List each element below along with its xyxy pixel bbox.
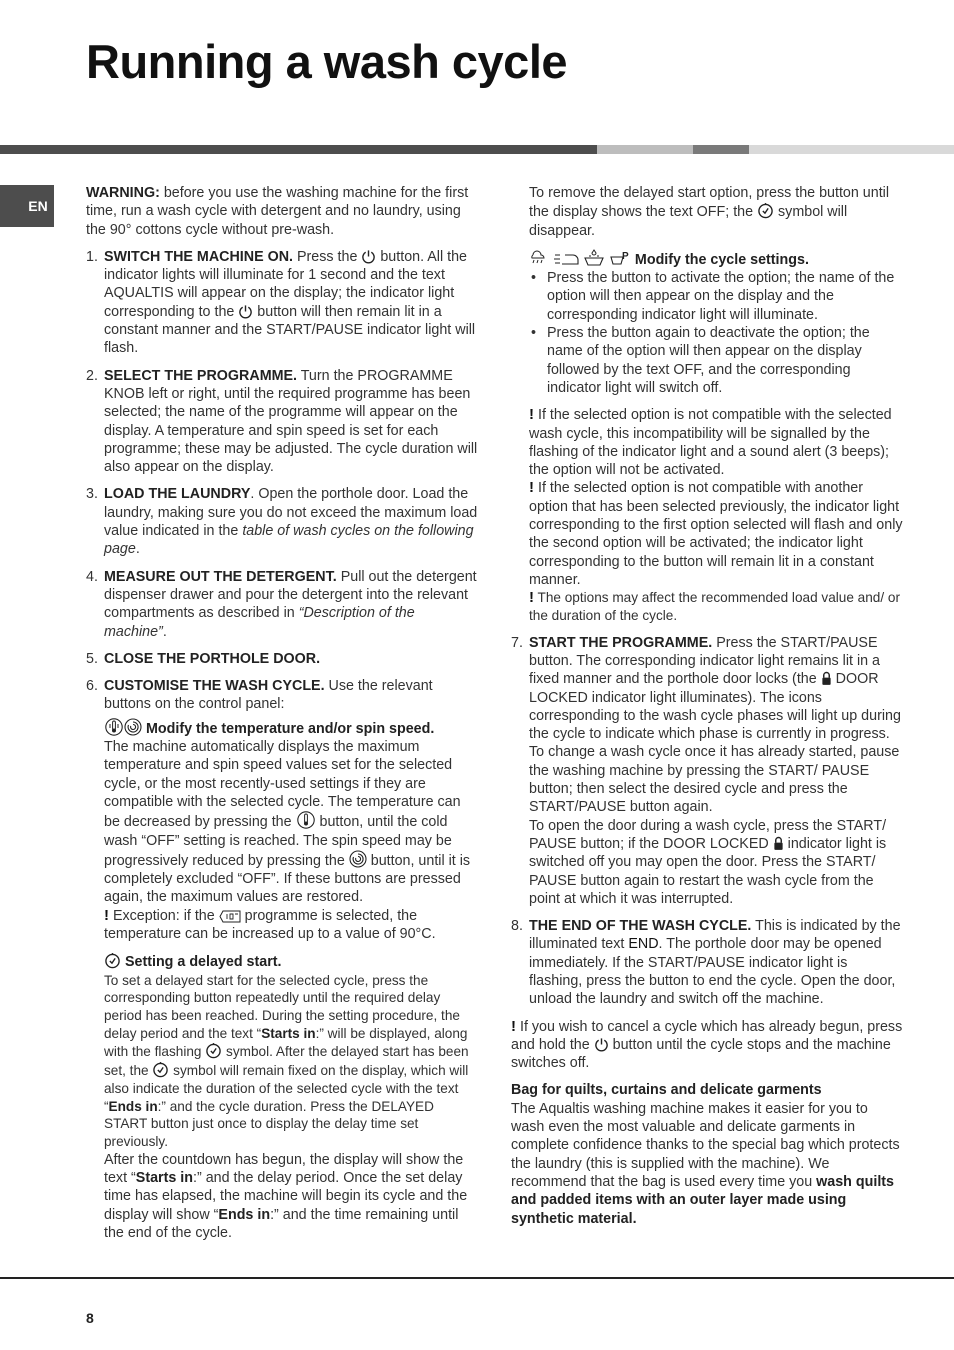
- step-3: 3. LOAD THE LAUNDRY. Open the porthole door. Load the laundry, making sure you do not exceed the maximum load value indicated in the table of wash cycles on the following page.: [86, 486, 478, 558]
- delay-clock-icon: [205, 1042, 222, 1059]
- option-note-1: ! If the selected option is not compatible with the selected wash cycle, this incompatibility will be signalled by the flashing of the indicator light and a sound alert (3 beeps); the option will not be activated.: [529, 406, 892, 479]
- left-column: [86, 184, 478, 1251]
- thermometer-icon: [296, 811, 316, 829]
- page-title: Running a wash cycle: [86, 35, 568, 88]
- option-note-2: ! If the selected option is not compatible with another option that has been selected previously, the indicator light corresponding to the first option selected will flash and only the second option will be activated; the indicator light corresponding to the button will remain lit in a constant manner.: [529, 479, 903, 588]
- option-bullet-2: • Press the button again to deactivate the option; the name of the option will then appear on the display followed by the text OFF, and the corresponding indicator light will switch off.: [531, 325, 870, 396]
- language-tab: EN: [0, 185, 54, 227]
- step-6: 6. CUSTOMISE THE WASH CYCLE. Use the relevant buttons on the control panel: Modify the temperature and/or spin speed. The machine automatically displays the maximum temperature and spin speed values set for the selected cycle, or the most recently-used settings if they are compatible with the selected cycle. The temperature can be decreased by pressing the button, until the cold wash “OFF” setting is reached. The spin speed may be progressively reduced by pressing the button, until it is completely excluded “OFF”. If these buttons are pressed again, the maximum values are restored. ! Exception: if the programme is selected, the temperature can be increased up to a value of 90°C. Setting a delayed start. To set a delayed start for the selected cycle, press the corresponding button repeatedly until the required delay period has been reached. During the setting procedure, the delay period and the text “Starts in:” will be displayed, along with the flashing symbol. After the delayed start has been set, the symbol will remain fixed on the display, which will also indicate the duration of the selected cycle with the text “Ends in:” and the cycle duration. Press the DELAYED START button just once to display the delay time set previously. After the countdown has begun, the display will show the text “Starts in:” and the delay period. Once the set delay time has elapsed, the machine will begin its cycle and the display will show “Ends in:” and the time remaining until the end of the cycle.: [86, 677, 478, 1242]
- bag-heading: Bag for quilts, curtains and delicate garments: [511, 1082, 822, 1099]
- page-number: 8: [86, 1310, 94, 1326]
- step-2: 2. SELECT THE PROGRAMME. Turn the PROGRAMME KNOB left or right, until the required programme has been selected; the name of the programme will appear on the display. A temperature and spin speed is set for each programme; these may be adjusted. The cycle duration will also appear on the display.: [86, 367, 478, 476]
- delayed-start-text-2: After the countdown has begun, the display will show the text “Starts in:” and the delay period. Once the set delay time has elapsed, the machine will begin its cycle and the display will show “Ends in:” and the time remaining until the end of the cycle.: [104, 1151, 468, 1241]
- p-option-icon: [609, 249, 631, 267]
- cancel-note: ! If you wish to cancel a cycle which has already begun, press and hold the button until the cycle stops and the machine switches off.: [511, 1017, 903, 1072]
- thermometer-icon: [104, 718, 124, 736]
- delay-clock-icon: [152, 1061, 169, 1078]
- temperature-spin-heading: Modify the temperature and/or spin speed.: [104, 718, 478, 738]
- options-heading: P Modify the cycle settings.: [529, 249, 903, 269]
- delayed-start-text: To set a delayed start for the selected cycle, press the corresponding button repeatedly until the required delay period has been reached. During the setting procedure, the delay period and the text “Starts in:” will be displayed, along with the flashing symbol. After the delayed start has been set, the symbol will remain fixed on the display, which will also indicate the duration of the selected cycle with the text “Ends in:” and the cycle duration. Press the DELAYED START button just once to display the delay time set previously.: [104, 972, 469, 1149]
- step-8: 8. THE END OF THE WASH CYCLE. This is indicated by the illuminated text END. The porthole door may be opened immediately. If the START/PAUSE indicator light is flashing, press the button to end the cycle. Open the door, unload the laundry and switch off the machine.: [511, 918, 901, 1008]
- right-column: [511, 184, 903, 1228]
- delay-clock-icon: [757, 202, 774, 219]
- header-band-dark: [0, 145, 597, 154]
- header-band-mid: [693, 145, 749, 154]
- iron-icon: [553, 251, 579, 267]
- exception-note: ! Exception: if the programme is selected, the temperature can be increased up to a value of 90°C.: [104, 906, 436, 942]
- step-7: 7. START THE PROGRAMME. Press the START/PAUSE button. The corresponding indicator light remains lit in a fixed manner and the porthole door locks (the DOOR LOCKED indicator light illuminates). The icons corresponding to the wash cycle phases will light up during the cycle to indicate which phase is currently in progress. To change a wash cycle once it has already started, pause the washing machine by pressing the START/ PAUSE button; then select the desired cycle and press the START/PAUSE button again. To open the door during a wash cycle, press the START/ PAUSE button; if the DOOR LOCKED indicator light is switched off you may open the door. Press the START/ PAUSE button again to restart the wash cycle from the point at which it was interrupted.: [511, 634, 903, 908]
- spin-icon: [124, 718, 142, 736]
- warning-label: WARNING:: [86, 185, 160, 201]
- delayed-start-heading: Setting a delayed start.: [104, 952, 478, 971]
- temperature-spin-text: The machine automatically displays the maximum temperature and spin speed values set for the selected cycle, or the most recently-used settings if they are compatible with the selected cycle. The temperature can be decreased by pressing the button, until the cold wash “OFF” setting is reached. The spin speed may be progressively reduced by pressing the button, until it is completely excluded “OFF”. If these buttons are pressed again, the maximum values are restored.: [104, 739, 471, 906]
- power-icon: [361, 249, 376, 264]
- warning-paragraph: WARNING: before you use the washing machine for the first time, run a wash cycle with detergent and no laundry, using the 90° cottons cycle without pre-wash.: [86, 185, 469, 238]
- power-icon: [594, 1037, 609, 1052]
- 60c-cotton-icon: [219, 910, 241, 923]
- step-4: 4. MEASURE OUT THE DETERGENT. Pull out the detergent dispenser drawer and pour the detergent into the relevant compartments as described in “Description of the machine”.: [86, 568, 477, 640]
- power-icon: [238, 304, 253, 319]
- prewash-icon: [529, 249, 549, 267]
- lock-icon: [821, 671, 832, 686]
- change-cycle-text: To change a wash cycle once it has already started, pause the washing machine by pressing the START/ PAUSE button; then select the desired cycle and press the START/PAUSE button again.: [529, 744, 900, 816]
- header-band-light: [597, 145, 693, 154]
- step-1: 1. SWITCH THE MACHINE ON. Press the button. All the indicator lights will illuminate for 1 second and the text AQUALTIS will appear on the display; the indicator light corresponding to the button will then remain lit in a constant manner and the START/PAUSE indicator light will flash.: [86, 248, 476, 357]
- spin-icon: [349, 850, 367, 868]
- option-note-3: ! The options may affect the recommended load value and/ or the duration of the cycle.: [529, 589, 900, 623]
- svg-text:P: P: [621, 250, 629, 262]
- step-5: 5. CLOSE THE PORTHOLE DOOR.: [86, 650, 321, 667]
- footer-rule: [0, 1277, 954, 1279]
- bag-text: The Aqualtis washing machine makes it easier for you to wash even the most valuable and delicate garments in complete confidence thanks to the special bag which protects the laundry (this is supplied with the machine). We recommend that the bag is used every time you wash quilts and padded items with an outer layer made using synthetic material.: [511, 1100, 900, 1227]
- header-band-pale: [749, 145, 954, 154]
- rinse-icon: [583, 249, 605, 267]
- lock-icon: [773, 836, 784, 851]
- remove-delay-text: To remove the delayed start option, press the button until the display shows the text OFF; the symbol will disappear.: [529, 185, 890, 239]
- open-door-text: To open the door during a wash cycle, press the START/ PAUSE button; if the DOOR LOCKED indicator light is switched off you may open the door. Press the START/ PAUSE button again to restart the wash cycle from the point at which it was interrupted.: [529, 817, 887, 907]
- option-bullet-1: • Press the button to activate the option; the name of the option will then appear on the display and the corresponding indicator light will illuminate.: [531, 270, 895, 323]
- delay-clock-icon: [104, 952, 121, 969]
